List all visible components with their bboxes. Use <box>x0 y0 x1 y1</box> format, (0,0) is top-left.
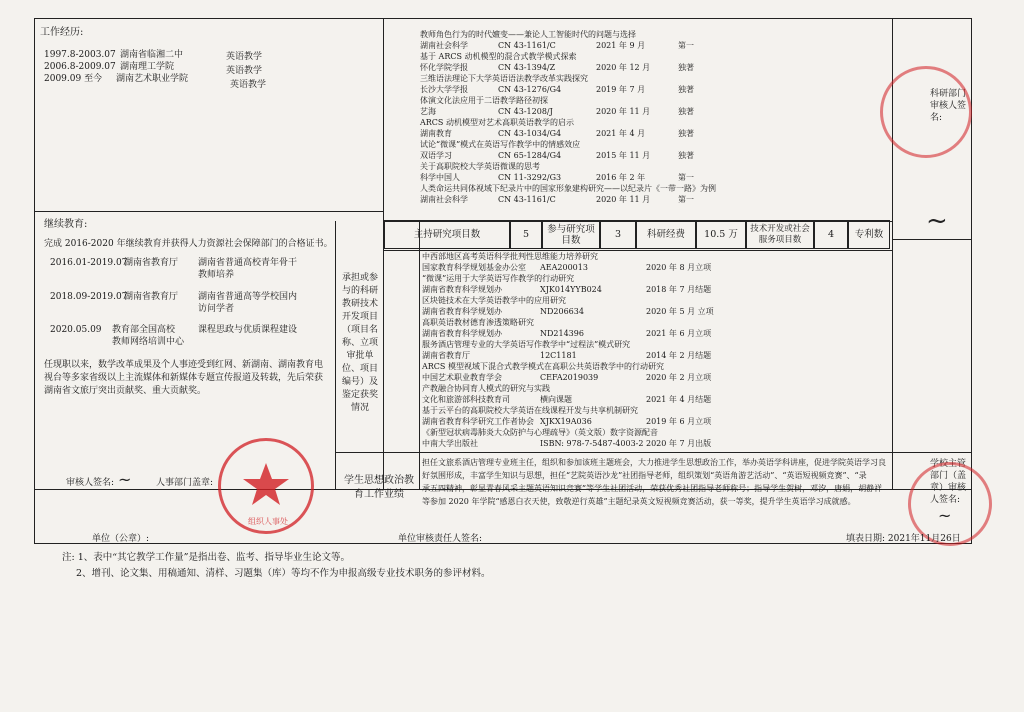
divider-projects-label-right <box>419 221 420 489</box>
project-date: 2020 年 8 月立项 <box>646 263 712 272</box>
paper-date: 2020 年 11 月 <box>596 195 651 204</box>
paper-date: 2020 年 11 月 <box>596 107 651 116</box>
project-code: CEFA2019039 <box>540 373 599 382</box>
project-org: 中国艺术职业教育学会 <box>422 373 502 382</box>
ideology-line: 等参加 2020 年学院“感恩白衣天使，致敬逆行英雄”主题纪录英文短视频竞赛活动，获一等奖，提升学生英语学习成就感。 <box>422 497 856 506</box>
project-code: ISBN: 978-7-5487-4003-2 <box>540 439 644 448</box>
ideology-line: 担任文旅系酒店管理专业班主任，组织和参加该班主题班会，大力推进学生思想政治工作，举办英语学科讲座，促进学院英语学习良 <box>422 458 886 467</box>
edu-detail: 湖南省普通高等学校国内 <box>198 292 298 302</box>
paper-rank: 独著 <box>678 129 694 138</box>
work-org: 湖南省临湘二中 <box>120 50 184 60</box>
edu-period: 2018.09-2019.07 <box>50 292 128 302</box>
project-date: 2020 年 7 月出版 <box>646 439 712 448</box>
research-stamp <box>880 66 972 158</box>
paper-cn: CN 43-1161/C <box>498 41 556 50</box>
project-title: 高职英语教材德育渗透策略研究 <box>422 318 534 327</box>
edu-period: 2016.01-2019.07 <box>50 258 128 268</box>
paper-title: 教师角色行为的时代嬗变——兼论人工智能时代的问题与选择 <box>420 30 636 39</box>
paper-rank: 第一 <box>678 195 694 204</box>
project-title: 《新型冠状病毒肺炎大众防护与心理疏导》（英文版）数字资源配音 <box>422 428 658 437</box>
reviewer-signature: ~ <box>118 470 132 489</box>
project-org: 湖南省教育科学研究工作者协会 <box>422 417 534 426</box>
paper-rank: 第一 <box>678 173 694 182</box>
paper-date: 2021 年 4 月 <box>596 129 646 138</box>
edu-org: 湖南省教育厅 <box>124 292 179 302</box>
work-role: 英语教学 <box>226 52 263 62</box>
tech-projects-value: 4 <box>814 220 848 249</box>
project-org: 湖南省教育科学规划办 <box>422 329 502 338</box>
paper-journal: 长沙大学学报 <box>420 85 468 94</box>
project-date: 2021 年 4 月结题 <box>646 395 712 404</box>
fill-date: 填表日期: 2021年11月26日 <box>846 534 961 544</box>
work-role: 英语教学 <box>226 66 263 76</box>
edu-detail: 访问学者 <box>198 304 235 314</box>
tech-projects-label: 技术开发或社会服务项目数 <box>746 220 814 249</box>
work-period: 2006.8-2009.07 <box>44 62 116 72</box>
project-title: 产教融合协同育人模式的研究与实践 <box>422 384 550 393</box>
patents-value <box>890 220 891 249</box>
continuing-education-title: 继续教育: <box>44 219 88 230</box>
project-title: 服务酒店管理专业的大学英语写作教学中“过程法”模式研究 <box>422 340 631 349</box>
work-period: 2009.09 至今 <box>44 74 103 84</box>
paper-cn: CN 43-1161/C <box>498 195 556 204</box>
paper-rank: 独著 <box>678 85 694 94</box>
project-title: “微课”运用于大学英语写作教学的行动研究 <box>422 274 575 283</box>
project-code: AEA200013 <box>540 263 588 272</box>
paper-date: 2021 年 9 月 <box>596 41 646 50</box>
project-title: ARCS 模型视域下混合式教学模式在高职公共英语教学中的行动研究 <box>422 362 664 371</box>
edu-detail: 湖南省普通高校青年骨干 <box>198 258 298 268</box>
project-code: ND214396 <box>540 329 584 338</box>
paper-journal: 双语学习 <box>420 151 452 160</box>
school-review-label: 学校主管部门（盖章）审核人签名: <box>930 459 967 505</box>
project-org: 文化和旅游部科技教育司 <box>422 395 510 404</box>
host-projects-value: 5 <box>510 220 542 249</box>
research-funds-value: 10.5 万 <box>696 220 746 249</box>
divider-right-h <box>892 239 971 240</box>
edu-period: 2020.05.09 <box>50 325 102 335</box>
edu-note-line: 视台等多家省级以上主流媒体和新媒体专题宣传报道及转载，先后荣获 <box>44 373 324 383</box>
work-org: 湖南艺术职业学院 <box>116 74 189 84</box>
project-org: 湖南省教育科学规划办 <box>422 285 502 294</box>
project-code: XJKX19A036 <box>540 417 592 426</box>
project-code: XJK014YYB024 <box>540 285 602 294</box>
joined-projects-value: 3 <box>600 220 636 249</box>
paper-cn: CN 43-1394/Z <box>498 63 556 72</box>
edu-org: 教师网络培训中心 <box>112 337 185 347</box>
paper-date: 2016 年 2 年 <box>596 173 646 182</box>
edu-note-line: 任现职以来，数学改革成果及个人事迹受到红网、新湖南、湖南教育电 <box>44 360 324 370</box>
paper-journal: 湖南社会科学 <box>420 41 468 50</box>
research-funds-label: 科研经费 <box>636 220 696 249</box>
project-date: 2018 年 7 月结题 <box>646 285 712 294</box>
project-title: 中西部地区高考英语科学批判性思维能力培养研究 <box>422 252 598 261</box>
divider-ideology-top <box>335 452 971 453</box>
project-date: 2021 年 6 月立项 <box>646 329 712 338</box>
paper-journal: 科学中国人 <box>420 173 460 182</box>
paper-title: 体演文化法应用于二语教学路径初探 <box>420 96 548 105</box>
divider-left-h <box>35 211 383 212</box>
project-date: 2014 年 2 月结题 <box>646 351 712 360</box>
paper-date: 2020 年 12 月 <box>596 63 651 72</box>
paper-date: 2019 年 7 月 <box>596 85 646 94</box>
paper-journal: 湖南教育 <box>420 129 452 138</box>
reviewer-signature-label: 审核人签名: <box>66 478 115 488</box>
paper-title: 关于高职院校大学英语微课的思考 <box>420 162 540 171</box>
project-date: 2020 年 5 月 立项 <box>646 307 714 316</box>
divider-projects-label-left <box>335 221 336 489</box>
project-org: 中南大学出版社 <box>422 439 478 448</box>
paper-title: 基于 ARCS 动机模型的混合式教学模式探索 <box>420 52 577 61</box>
project-code: 12C1181 <box>540 351 577 360</box>
ideology-line: 承五四精神，彰显青春风采主题英语知识竞赛”等学生社团活动，荣获优秀社团指导老师称号；指导学生贺树，邓汐，唐娟，胡静祥 <box>422 484 883 493</box>
ideology-line: 好氛围形成，丰富学生知识与思想，担任“艺院英语沙龙”社团指导老师，组织策划“英语角游艺活动”、“英语短视频竞赛”、“录 <box>422 471 867 480</box>
note-2: 2、增刊、论文集、用稿通知、清样、习题集（库）等均不作为申报高级专业技术职务的参评材料。 <box>76 568 491 579</box>
paper-cn: CN 11-3292/G3 <box>498 173 562 182</box>
project-date: 2020 年 2 月立项 <box>646 373 712 382</box>
paper-title: 人类命运共同体视域下纪录片中的国家形象建构研究——以纪录片《一带一路》为例 <box>420 184 716 193</box>
paper-title: 试论“微课”模式在英语写作教学中的情感效应 <box>420 140 581 149</box>
joined-projects-label: 参与研究项目数 <box>542 220 600 249</box>
paper-title: ARCS 动机模型对艺术高职英语教学的启示 <box>420 118 574 127</box>
continuing-education-summary: 完成 2016-2020 年继续教育并获得人力资源社会保障部门的合格证书。 <box>44 239 333 249</box>
paper-journal: 湖南社会科学 <box>420 195 468 204</box>
school-reviewer-signature: ~ <box>938 506 952 525</box>
edu-org: 教育部全国高校 <box>112 325 176 335</box>
ideology-label: 学生思想政治教育工作业绩 <box>344 475 414 500</box>
work-role: 英语教学 <box>230 80 267 90</box>
divider-stats-bottom <box>383 250 892 251</box>
paper-journal: 艺海 <box>420 107 436 116</box>
paper-journal: 怀化学院学报 <box>420 63 468 72</box>
paper-date: 2015 年 11 月 <box>596 151 651 160</box>
note-1: 注: 1、表中“其它教学工作量”是指出卷、监考、指导毕业生论文等。 <box>62 552 350 563</box>
paper-cn: CN 65-1284/G4 <box>498 151 562 160</box>
divider-left <box>383 19 384 489</box>
project-title: 基于云平台的高职院校大学英语在线课程开发与共享机制研究 <box>422 406 638 415</box>
edu-detail: 课程思政与优质课程建设 <box>198 325 298 335</box>
paper-cn: CN 43-1034/G4 <box>498 129 562 138</box>
unit-reviewer-label: 单位审核责任人签名: <box>398 534 483 544</box>
work-history-title: 工作经历: <box>40 27 84 38</box>
project-title: 区块链技术在大学英语教学中的应用研究 <box>422 296 566 305</box>
paper-rank: 独著 <box>678 107 694 116</box>
project-code: 横向课题 <box>540 395 572 404</box>
projects-label: 承担或参与的科研教研技术开发项目（项目名称、立项审批单位、项目编号）及鉴定获奖情况 <box>341 273 378 413</box>
unit-seal-label: 单位（公章）: <box>92 534 150 544</box>
project-org: 湖南省教育科学规划办 <box>422 307 502 316</box>
work-period: 1997.8-2003.07 <box>44 50 116 60</box>
paper-rank: 第一 <box>678 41 694 50</box>
research-review-label: 科研部门审核人签名: <box>930 89 967 123</box>
research-reviewer-signature: ~ <box>926 206 948 236</box>
edu-org: 湖南省教育厅 <box>124 258 179 268</box>
edu-note-line: 湖南省文旅厅突出贡献奖、重大贡献奖。 <box>44 386 207 396</box>
hr-seal-label: 人事部门盖章: <box>156 478 214 488</box>
work-org: 湖南理工学院 <box>120 62 175 72</box>
paper-rank: 独著 <box>678 63 694 72</box>
paper-cn: CN 43-1208/J <box>498 107 553 116</box>
host-projects-label: 主持研究项目数 <box>384 220 510 249</box>
project-org: 湖南省教育厅 <box>422 351 470 360</box>
project-org: 国家教育科学规划基金办公室 <box>422 263 526 272</box>
project-code: ND206634 <box>540 307 584 316</box>
project-date: 2019 年 6 月立项 <box>646 417 712 426</box>
paper-rank: 独著 <box>678 151 694 160</box>
paper-title: 三维语法理论下大学英语语法教学改革实践探究 <box>420 74 588 83</box>
patents-label: 专利数 <box>848 220 890 249</box>
hr-stamp-inner: 组织人事处 <box>248 517 288 526</box>
edu-detail: 教师培养 <box>198 270 235 280</box>
paper-cn: CN 43-1276/G4 <box>498 85 562 94</box>
